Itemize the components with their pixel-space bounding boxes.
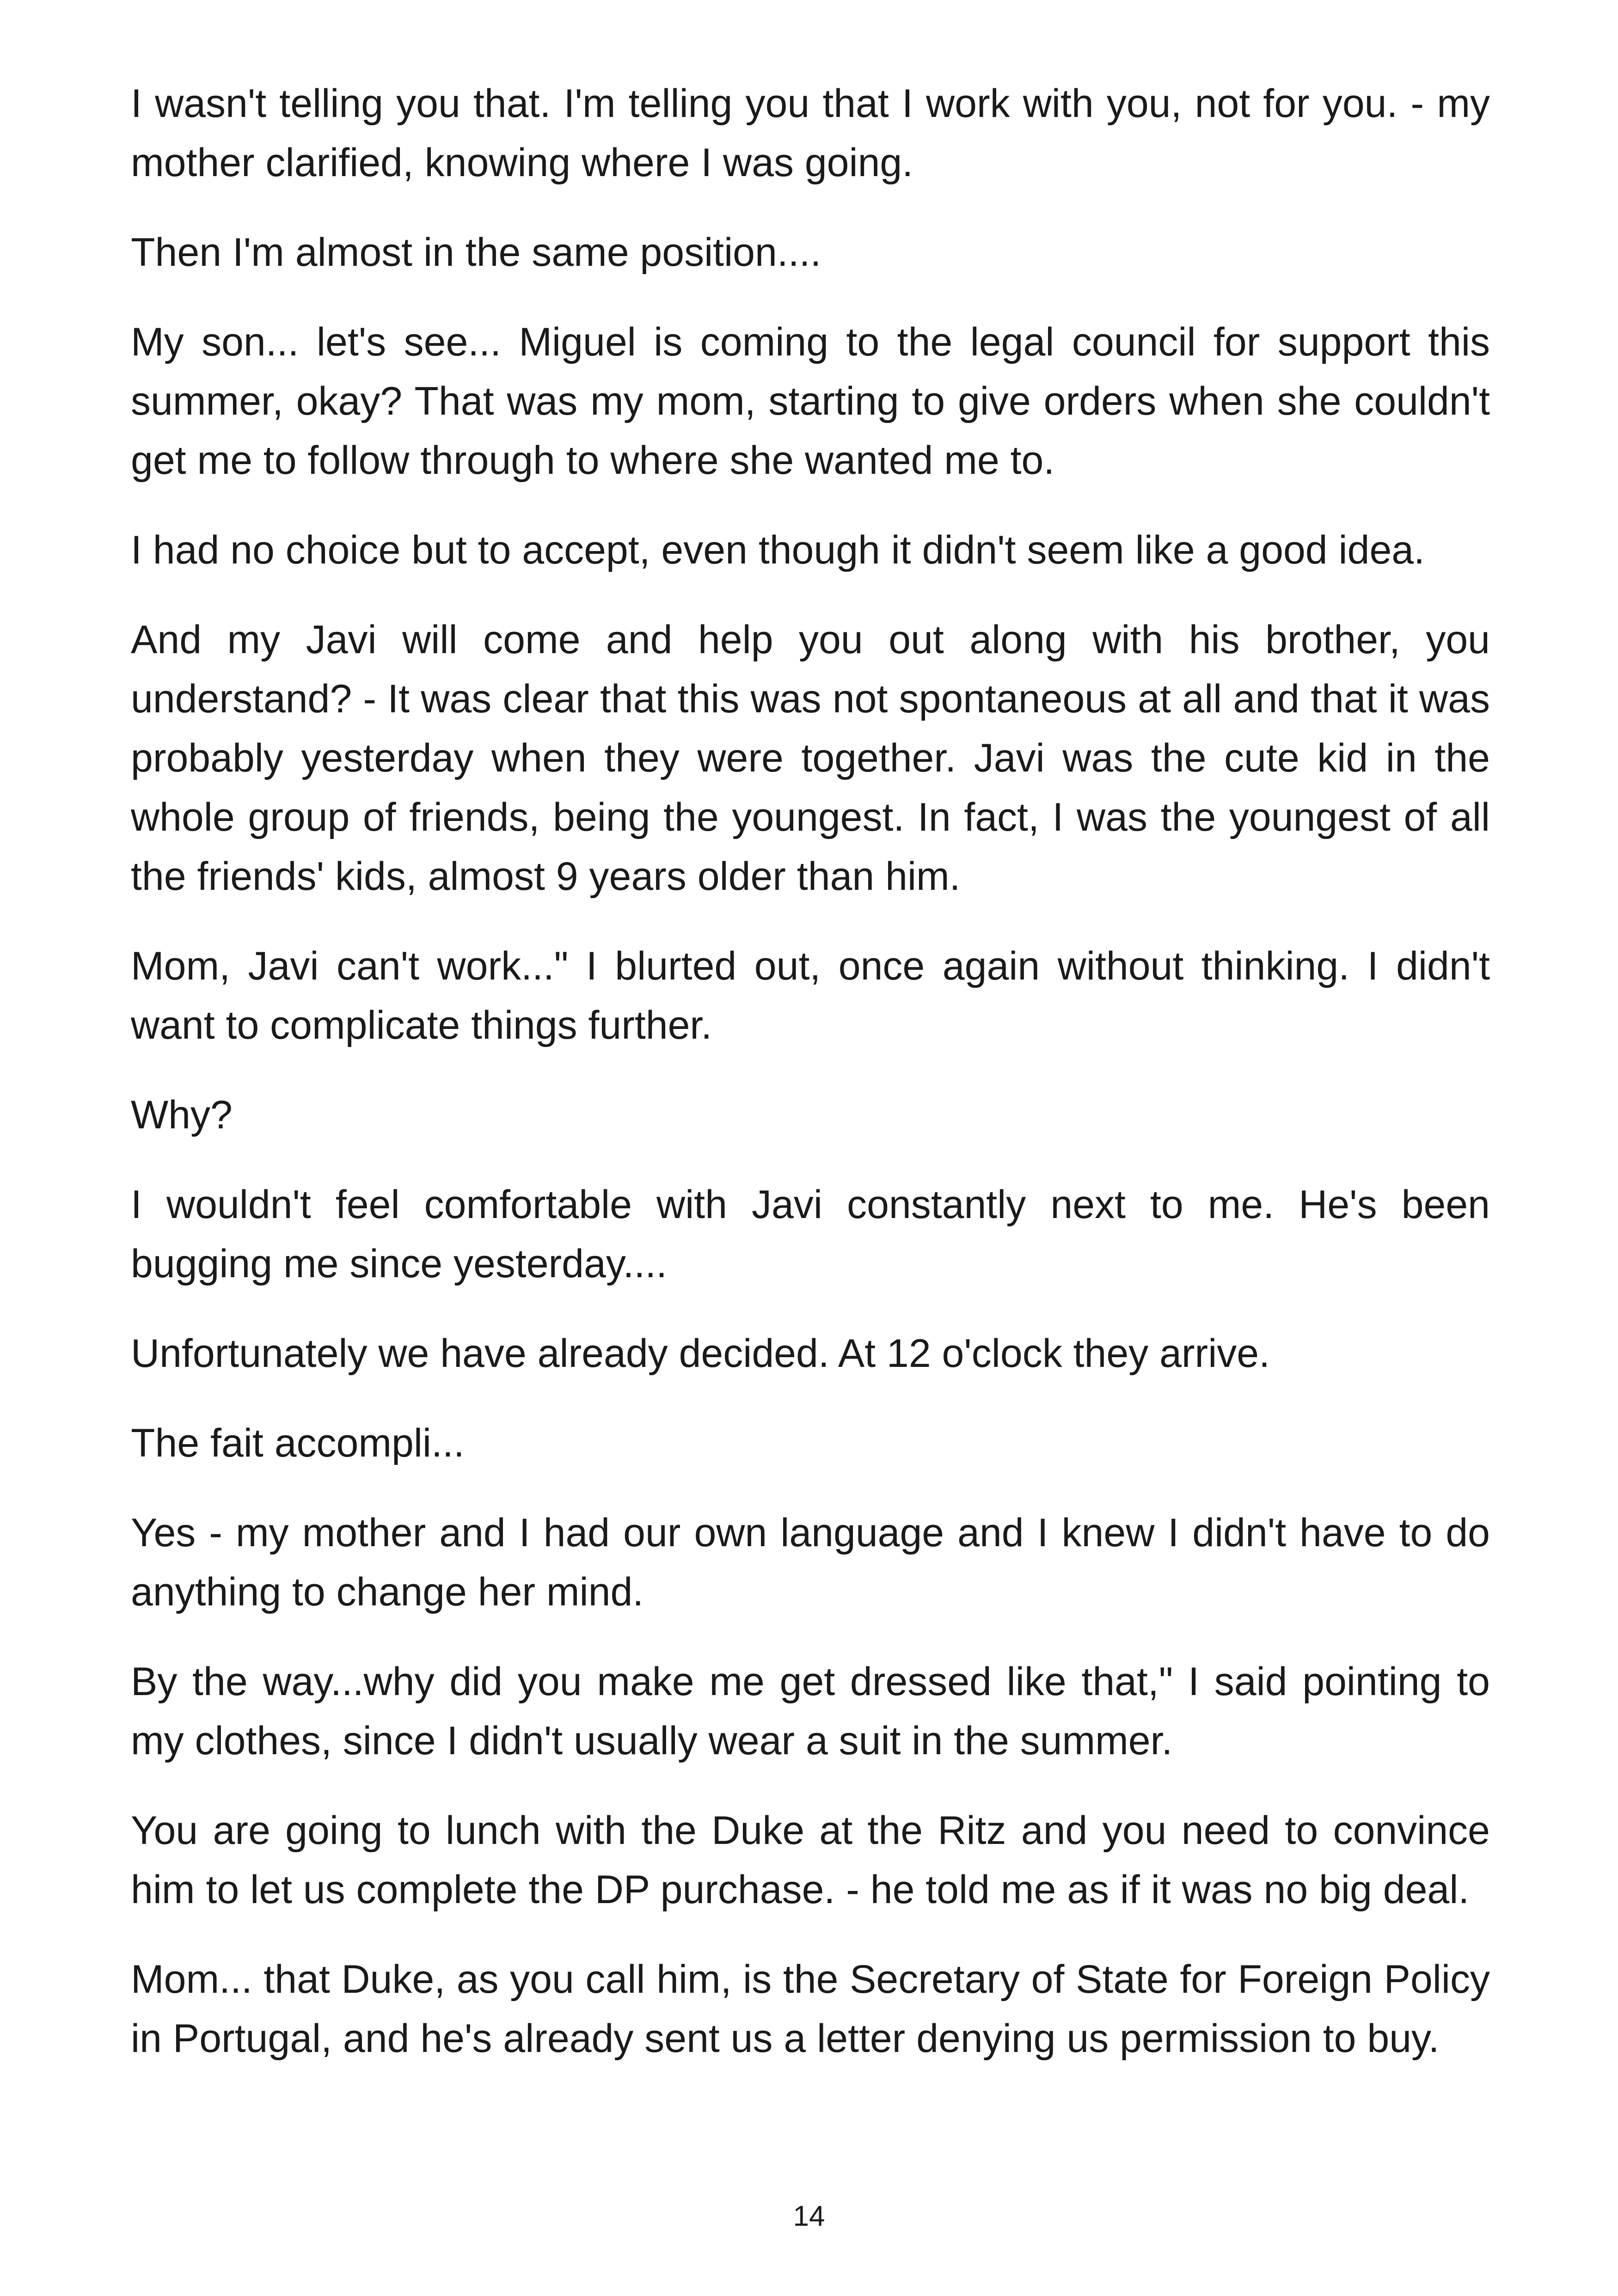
paragraph: My son... let's see... Miguel is coming to the legal council for support this summer, okay? That was my mom, starting to give orders when she couldn't get me to follow through to where she wanted me to.	[131, 320, 1490, 483]
page-number: 14	[793, 2200, 825, 2232]
paragraph: The fait accompli...	[131, 1421, 465, 1465]
paragraph: You are going to lunch with the Duke at the Ritz and you need to convince him to let us complete the DP purchase. - he told me as if it was no big deal.	[131, 1808, 1490, 1912]
paragraph: Mom, Javi can't work..." I blurted out, once again without thinking. I didn't want to complicate things further.	[131, 944, 1490, 1047]
paragraph: I wouldn't feel comfortable with Javi constantly next to me. He's been bugging me since yesterday....	[131, 1182, 1490, 1286]
paragraph: And my Javi will come and help you out along with his brother, you understand? - It was clear that this was not spontaneous at all and that it was probably yesterday when they were together. Javi was the cute kid in the whole group of friends, being the youngest. In fact, I was the youngest of all the friends' kids, almost 9 years older than him.	[131, 618, 1490, 899]
paragraph: I wasn't telling you that. I'm telling you that I work with you, not for you. - my mother clarified, knowing where I was going.	[131, 81, 1490, 185]
paragraph: Unfortunately we have already decided. At 12 o'clock they arrive.	[131, 1331, 1270, 1376]
paragraph: By the way...why did you make me get dressed like that," I said pointing to my clothes, since I didn't usually wear a suit in the summer.	[131, 1659, 1490, 1763]
body-text	[131, 74, 1490, 2099]
paragraph: I had no choice but to accept, even though it didn't seem like a good idea.	[131, 528, 1425, 572]
paragraph: Mom... that Duke, as you call him, is the Secretary of State for Foreign Policy in Portugal, and he's already sent us a letter denying us permission to buy.	[131, 1957, 1490, 2061]
paragraph: Then I'm almost in the same position....	[131, 230, 821, 275]
paragraph: Why?	[131, 1093, 233, 1137]
paragraph: Yes - my mother and I had our own language and I knew I didn't have to do anything to change her mind.	[131, 1511, 1490, 1614]
